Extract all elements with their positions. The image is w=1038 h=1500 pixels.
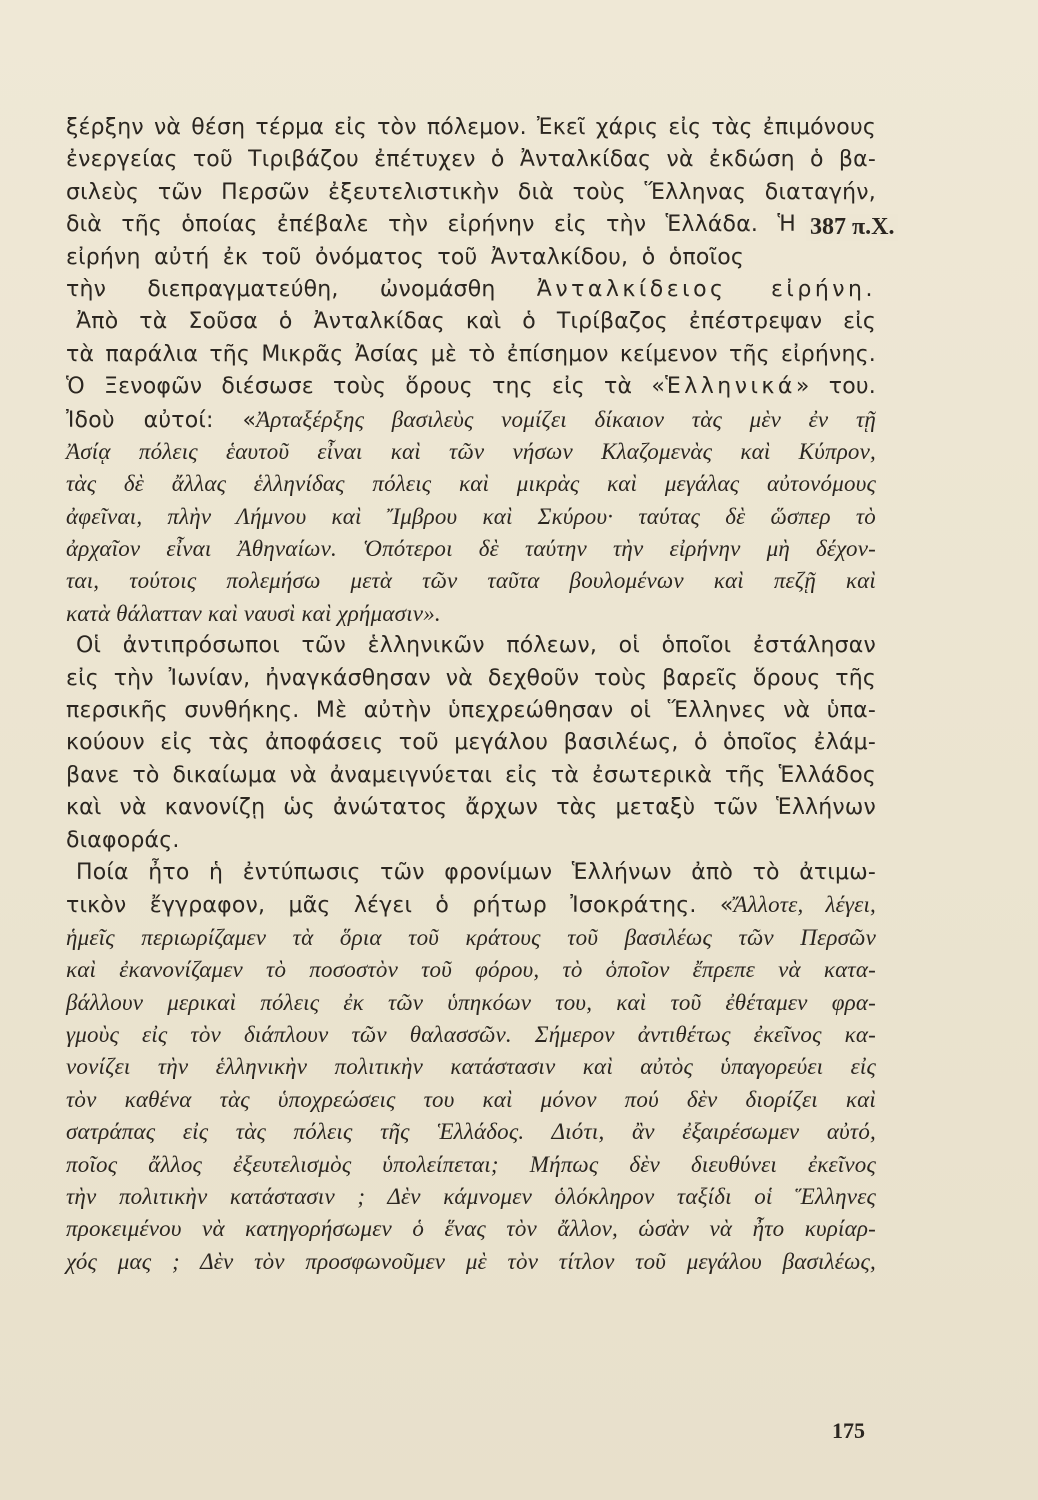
text-line: Ἰδοὺ αὐτοί: «Ἀρταξέρξης βασιλεὺς νομίζει δίκαιον τὰς μὲν ἐν τῇ xyxy=(66,406,876,433)
quote-line: ἡμεῖς περιωρίζαμεν τὰ ὅρια τοῦ κράτους τοῦ βασιλέως τῶν Περσῶν xyxy=(66,924,876,950)
quote-line: προκειμένου νὰ κατηγορήσωμεν ὁ ἕνας τὸν ἄλλον, ὡσὰν νὰ ἦτο κυρίαρ- xyxy=(66,1216,876,1242)
margin-date-note: 387 π.Χ. xyxy=(806,214,898,241)
quote-line: ἀρχαῖον εἶναι Ἀθηναίων. Ὁπότεροι δὲ ταύτην τὴν εἰρήνην μὴ δέχον- xyxy=(66,536,876,562)
quote-line: σατράπας εἰς τὰς πόλεις τῆς Ἑλλάδος. Διότι, ἂν ἐξαιρέσωμεν αὐτό, xyxy=(66,1119,876,1145)
quote-line: ποῖος ἄλλος ἐξευτελισμὸς ὑπολείπεται; Μήπως δὲν διευθύνει ἐκεῖνος xyxy=(66,1151,876,1177)
page-number: 175 xyxy=(832,1418,865,1443)
quote-line: βάλλουν μερικαὶ πόλεις ἐκ τῶν ὑπηκόων του, καὶ τοῦ ἐθέταμεν φρα- xyxy=(66,989,876,1015)
quote-line: ἀφεῖναι, πλὴν Λήμνου καὶ Ἴμβρου καὶ Σκύρου· ταύτας δὲ ὥσπερ τὸ xyxy=(66,503,876,529)
quote-line: τὴν πολιτικὴν κατάστασιν ; Δὲν κάμνομεν ὁλόκληρον ταξίδι οἱ Ἕλληνες xyxy=(66,1183,876,1209)
spaced-term: Ἑλληνικά xyxy=(665,374,796,400)
quote-line: τὰς δὲ ἄλλας ἑλληνίδας πόλεις καὶ μικρὰς καὶ μεγάλας αὐτονόμους xyxy=(66,471,876,497)
quote-line: Ἀσίᾳ πόλεις ἑαυτοῦ εἶναι καὶ τῶν νήσων Κλαζομενὰς καὶ Κύπρον, xyxy=(66,438,876,464)
quote-line: χός μας ; Δὲν τὸν προσφωνοῦμεν μὲ τὸν τίτλον τοῦ μεγάλου βασιλέως, xyxy=(66,1248,876,1274)
text-line: σιλεὺς τῶν Περσῶν ἐξευτελιστικὴν διὰ τοὺς Ἕλληνας διαταγήν, xyxy=(66,179,876,205)
text-line: διὰ τῆς ὁποίας ἐπέβαλε τὴν εἰρήνην εἰς τὴν Ἑλλάδα. Ἡ xyxy=(66,212,796,238)
text-line: εἰς τὴν Ἰωνίαν, ἠναγκάσθησαν νὰ δεχθοῦν τοὺς βαρεῖς ὅρους τῆς xyxy=(66,665,876,691)
text-line: ἐνεργείας τοῦ Τιριβάζου ἐπέτυχεν ὁ Ἀνταλκίδας νὰ ἐκδώση ὁ βα- xyxy=(66,147,876,173)
spaced-term: Ἀνταλκίδειος εἰρήνη. xyxy=(536,276,876,302)
text-line: Ἀπὸ τὰ Σοῦσα ὁ Ἀνταλκίδας καὶ ὁ Τιρίβαζος ἐπέστρεψαν εἰς xyxy=(76,309,876,335)
text-line: βανε τὸ δικαίωμα νὰ ἀναμειγνύεται εἰς τὰ ἐσωτερικὰ τῆς Ἑλλάδος xyxy=(66,762,876,788)
text-line: κούουν εἰς τὰς ἀποφάσεις τοῦ μεγάλου βασιλέως, ὁ ὁποῖος ἐλάμ- xyxy=(66,730,876,756)
text-line: καὶ νὰ κανονίζῃ ὡς ἀνώτατος ἄρχων τὰς μεταξὺ τῶν Ἑλλήνων xyxy=(66,795,876,821)
text-line: Ὁ Ξενοφῶν διέσωσε τοὺς ὅρους της εἰς τὰ «Ἑλληνικά» του. xyxy=(66,374,876,400)
text-line: διαφοράς. xyxy=(66,827,180,853)
quote-line: τὸν καθένα τὰς ὑποχρεώσεις του καὶ μόνον πού δὲν διορίζει καὶ xyxy=(66,1086,876,1112)
text-line: περσικῆς συνθήκης. Μὲ αὐτὴν ὑπεχρεώθησαν οἱ Ἕλληνες νὰ ὑπα- xyxy=(66,698,876,724)
quote-line: ται, τούτοις πολεμήσω μετὰ τῶν ταῦτα βουλομένων καὶ πεζῇ καὶ xyxy=(66,568,876,594)
quote-line: κατὰ θάλατταν καὶ ναυσὶ καὶ χρήμασιν». xyxy=(66,600,441,626)
text-line: Ποία ἦτο ἡ ἐντύπωσις τῶν φρονίμων Ἑλλήνων ἀπὸ τὸ ἀτιμω- xyxy=(76,859,876,885)
text-line: τὴν διεπραγματεύθη, ὠνομάσθη Ἀνταλκίδειος εἰρήνη. xyxy=(66,276,876,302)
text-line: τικὸν ἔγγραφον, μᾶς λέγει ὁ ρήτωρ Ἰσοκράτης. «Ἄλλοτε, λέγει, xyxy=(66,892,876,919)
text-line: τὰ παράλια τῆς Μικρᾶς Ἀσίας μὲ τὸ ἐπίσημον κείμενον τῆς εἰρήνης. xyxy=(66,341,876,367)
quote-line: καὶ ἐκανονίζαμεν τὸ ποσοστὸν τοῦ φόρου, τὸ ὁποῖον ἔπρεπε νὰ κατα- xyxy=(66,957,876,983)
text-line: εἰρήνη αὐτή ἐκ τοῦ ὀνόματος τοῦ Ἀνταλκίδου, ὁ ὁποῖος xyxy=(66,244,744,270)
text-line: Οἱ ἀντιπρόσωποι τῶν ἑλληνικῶν πόλεων, οἱ ὁποῖοι ἐστάλησαν xyxy=(76,633,876,659)
quote-line: γμοὺς εἰς τὸν διάπλουν τῶν θαλασσῶν. Σήμερον ἀντιθέτως ἐκεῖνος κα- xyxy=(66,1021,876,1047)
text-line: ξέρξην νὰ θέση τέρμα εἰς τὸν πόλεμον. Ἐκεῖ χάρις εἰς τὰς ἐπιμόνους xyxy=(66,115,876,140)
quote-line: νονίζει τὴν ἑλληνικὴν πολιτικὴν κατάστασιν καὶ αὐτὸς ὑπαγορεύει εἰς xyxy=(66,1054,876,1080)
body-text xyxy=(66,112,876,1278)
